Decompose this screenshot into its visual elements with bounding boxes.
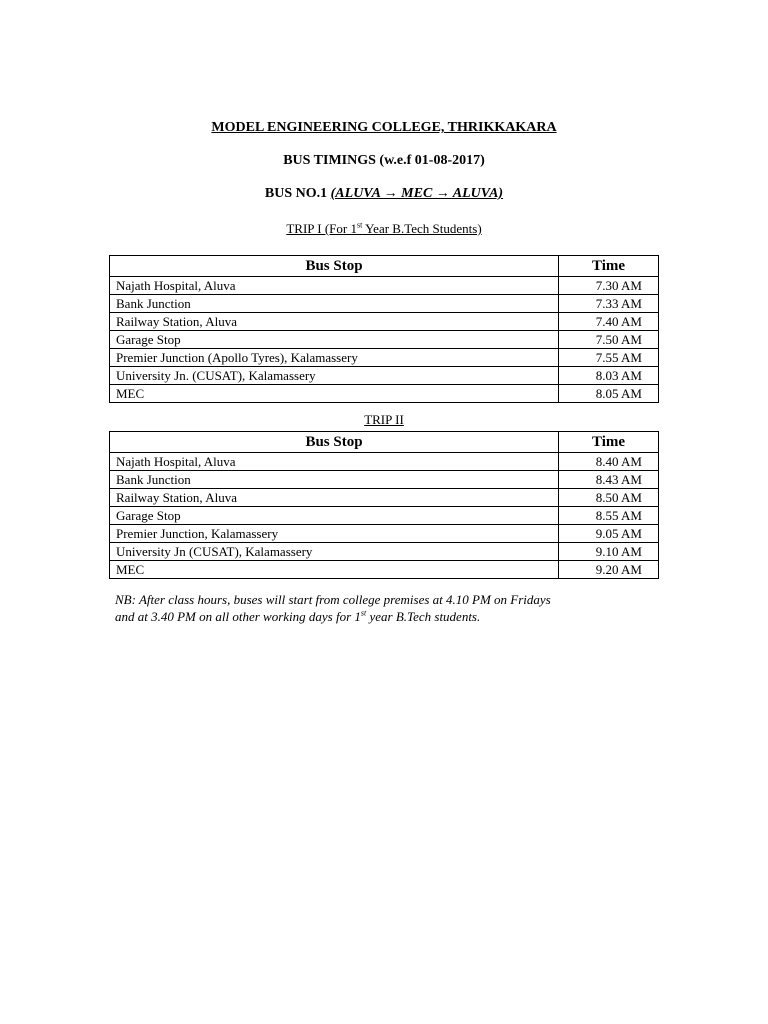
time-cell: 7.55 AM — [559, 349, 659, 367]
table-row — [110, 471, 659, 489]
note-line-1: NB: After class hours, buses will start from college premises at 4.10 PM on Fridays — [115, 592, 551, 607]
time-cell: 8.55 AM — [559, 507, 659, 525]
bus-stop-cell: Bank Junction — [110, 471, 559, 489]
bus-number-label: BUS NO.1 — [264, 186, 331, 201]
table-row — [110, 507, 659, 525]
table-row — [110, 489, 659, 507]
bus-stop-cell: MEC — [110, 561, 559, 579]
bus-stop-cell: Premier Junction (Apollo Tyres), Kalamassery — [110, 349, 559, 367]
time-cell: 7.33 AM — [559, 295, 659, 313]
bus-stop-cell: Premier Junction, Kalamassery — [110, 525, 559, 543]
note-line-2 — [115, 608, 675, 625]
note-text — [115, 591, 675, 625]
bus-stop-cell: MEC — [110, 385, 559, 403]
bus-timings-heading: BUS TIMINGS (w.e.f 01-08-2017) — [283, 153, 485, 168]
bus-stop-cell: University Jn. (CUSAT), Kalamassery — [110, 367, 559, 385]
table-row — [110, 295, 659, 313]
note-line-2-text: and at 3.40 PM on all other working days for 1 — [115, 609, 361, 624]
time-cell: 9.05 AM — [559, 525, 659, 543]
table-row — [110, 349, 659, 367]
column-header-bus-stop: Bus Stop — [110, 256, 559, 277]
time-cell: 7.30 AM — [559, 277, 659, 295]
bus-stop-cell: Railway Station, Aluva — [110, 489, 559, 507]
column-header-bus-stop: Bus Stop — [110, 432, 559, 453]
time-cell: 9.20 AM — [559, 561, 659, 579]
bus-stop-cell: Najath Hospital, Aluva — [110, 453, 559, 471]
time-cell: 7.40 AM — [559, 313, 659, 331]
trip1-label-text: TRIP I (For 1 — [286, 221, 357, 236]
table-row — [110, 367, 659, 385]
table-row — [110, 277, 659, 295]
time-cell: 8.05 AM — [559, 385, 659, 403]
time-cell: 8.43 AM — [559, 471, 659, 489]
time-cell: 8.40 AM — [559, 453, 659, 471]
table-header-row — [110, 432, 659, 453]
table-header-row — [110, 256, 659, 277]
table-row — [110, 453, 659, 471]
bus-stop-cell: Najath Hospital, Aluva — [110, 277, 559, 295]
table-row — [110, 543, 659, 561]
bus-stop-cell: Railway Station, Aluva — [110, 313, 559, 331]
time-cell: 7.50 AM — [559, 331, 659, 349]
time-cell: 8.50 AM — [559, 489, 659, 507]
note-line-2-text-end: year B.Tech students. — [366, 609, 481, 624]
table-row — [110, 525, 659, 543]
bus-route: (ALUVA → MEC → ALUVA) — [330, 186, 504, 201]
bus-stop-cell: University Jn (CUSAT), Kalamassery — [110, 543, 559, 561]
bus-number-heading — [0, 186, 768, 202]
column-header-time: Time — [559, 256, 659, 277]
time-cell: 8.03 AM — [559, 367, 659, 385]
trip1-label-text-end: Year B.Tech Students) — [362, 221, 482, 236]
column-header-time: Time — [559, 432, 659, 453]
note-line-2-sup: st — [360, 608, 367, 618]
table-row — [110, 313, 659, 331]
time-cell: 9.10 AM — [559, 543, 659, 561]
table-row — [110, 385, 659, 403]
trip1-label — [0, 221, 768, 237]
college-title: MODEL ENGINEERING COLLEGE, THRIKKAKARA — [211, 120, 557, 135]
trip1-label-sup: st — [356, 220, 363, 230]
trip2-label: TRIP II — [364, 412, 404, 427]
bus-stop-cell: Garage Stop — [110, 507, 559, 525]
trip1-table — [109, 255, 659, 403]
bus-stop-cell: Garage Stop — [110, 331, 559, 349]
table-row — [110, 561, 659, 579]
trip2-table — [109, 431, 659, 579]
table-row — [110, 331, 659, 349]
bus-stop-cell: Bank Junction — [110, 295, 559, 313]
